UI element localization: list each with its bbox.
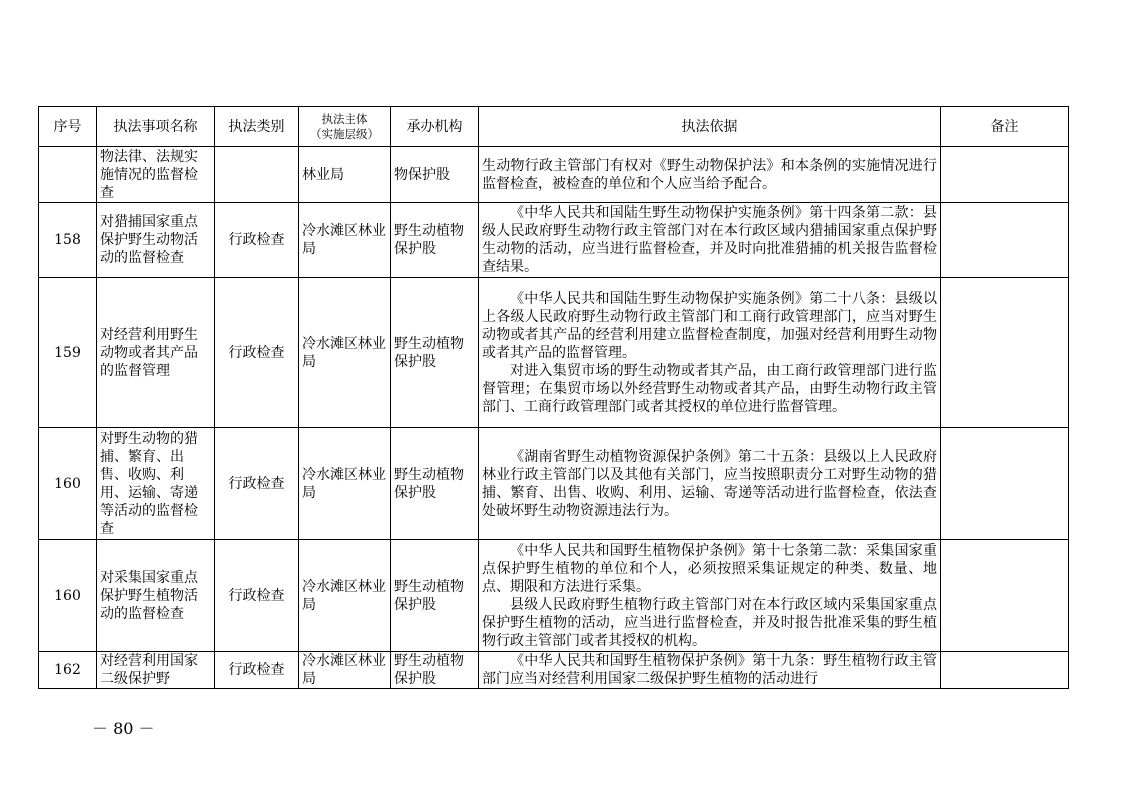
- cell-org: 野生动植物保护股: [391, 652, 479, 689]
- cell-subject: 冷水滩区林业局: [299, 428, 391, 540]
- cell-basis: [479, 147, 941, 203]
- cell-category: [215, 147, 299, 203]
- cell-subject: 冷水滩区林业局: [299, 278, 391, 428]
- cell-seq: 160: [39, 428, 97, 540]
- cell-category: 行政检查: [215, 428, 299, 540]
- cell-basis: [479, 652, 941, 689]
- table-row: [39, 652, 1069, 689]
- cell-seq: 160: [39, 540, 97, 652]
- header-category: 执法类别: [215, 107, 299, 147]
- cell-remark: [941, 652, 1069, 689]
- basis-paragraph: 《中华人民共和国陆生野生动物保护实施条例》第十四条第二款：县级人民政府野生动物行政主管部门对在本行政区域内猎捕国家重点保护野生动物的活动，应当进行监督检查，并及时向批准猎捕的机关报告监督检查结果。: [482, 205, 937, 275]
- cell-item: 对猎捕国家重点保护野生动物活动的监督检查: [97, 203, 215, 278]
- cell-org: 野生动植物保护股: [391, 203, 479, 278]
- cell-subject: 冷水滩区林业局: [299, 540, 391, 652]
- cell-subject: 冷水滩区林业局: [299, 203, 391, 278]
- cell-basis: [479, 428, 941, 540]
- cell-org: 野生动植物保护股: [391, 540, 479, 652]
- cell-org: 野生动植物保护股: [391, 278, 479, 428]
- basis-paragraph: 对进入集贸市场的野生动物或者其产品，由工商行政管理部门进行监督管理；在集贸市场以外经营野生动物或者其产品，由野生动物行政主管部门、工商行政管理部门或者其授权的单位进行监督管理。: [482, 362, 937, 415]
- cell-basis: [479, 278, 941, 428]
- cell-category: 行政检查: [215, 652, 299, 689]
- cell-remark: [941, 147, 1069, 203]
- header-basis: 执法依据: [479, 107, 941, 147]
- cell-basis: [479, 540, 941, 652]
- table-row: [39, 540, 1069, 652]
- cell-remark: [941, 428, 1069, 540]
- cell-subject: 冷水滩区林业局: [299, 652, 391, 689]
- basis-paragraph: 《中华人民共和国陆生野生动物保护实施条例》第二十八条：县级以上各级人民政府野生动物行政主管部门和工商行政管理部门，应当对野生动物或者其产品的经营利用建立监督检查制度，加强对经营利用野生动物或者其产品的监督管理。: [482, 290, 937, 361]
- table-row: [39, 203, 1069, 278]
- cell-item: 对采集国家重点保护野生植物活动的监督检查: [97, 540, 215, 652]
- cell-seq: [39, 147, 97, 203]
- table-row: [39, 278, 1069, 428]
- header-org: 承办机构: [391, 107, 479, 147]
- cell-item: 物法律、法规实施情况的监督检查: [97, 147, 215, 203]
- table-row: [39, 147, 1069, 203]
- cell-category: 行政检查: [215, 540, 299, 652]
- cell-category: 行政检查: [215, 203, 299, 278]
- header-seq: 序号: [39, 107, 97, 147]
- header-subject: [299, 107, 391, 147]
- table-header-row: [39, 107, 1069, 147]
- basis-paragraph: 《中华人民共和国野生植物保护条例》第十九条：野生植物行政主管部门应当对经营利用国家二级保护野生植物的活动进行: [482, 653, 937, 687]
- cell-category: 行政检查: [215, 278, 299, 428]
- cell-seq: 159: [39, 278, 97, 428]
- cell-seq: 158: [39, 203, 97, 278]
- basis-paragraph: 生动物行政主管部门有权对《野生动物保护法》和本条例的实施情况进行监督检查，被检查的单位和个人应当给予配合。: [482, 157, 937, 192]
- cell-remark: [941, 278, 1069, 428]
- cell-org: 物保护股: [391, 147, 479, 203]
- header-item: 执法事项名称: [97, 107, 215, 147]
- cell-item: 对野生动物的猎捕、繁育、出售、收购、利用、运输、寄递等活动的监督检查: [97, 428, 215, 540]
- cell-subject: 林业局: [299, 147, 391, 203]
- basis-paragraph: 县级人民政府野生植物行政主管部门对在本行政区域内采集国家重点保护野生植物的活动，应当进行监督检查，并及时报告批准采集的野生植物行政主管部门或者其授权的机构。: [482, 596, 937, 649]
- cell-item: 对经营利用野生动物或者其产品的监督管理: [97, 278, 215, 428]
- cell-remark: [941, 540, 1069, 652]
- cell-org: 野生动植物保护股: [391, 428, 479, 540]
- cell-basis: [479, 203, 941, 278]
- page-number: － 80 －: [92, 719, 155, 738]
- table-row: [39, 428, 1069, 540]
- header-subject-line2: （实施层级）: [310, 126, 379, 141]
- basis-paragraph: 《中华人民共和国野生植物保护条例》第十七条第二款：采集国家重点保护野生植物的单位和个人，必须按照采集证规定的种类、数量、地点、期限和方法进行采集。: [482, 542, 937, 595]
- cell-seq: 162: [39, 652, 97, 689]
- cell-remark: [941, 203, 1069, 278]
- header-remark: 备注: [941, 107, 1069, 147]
- basis-paragraph: 《湖南省野生动植物资源保护条例》第二十五条：县级以上人民政府林业行政主管部门以及其他有关部门，应当按照职责分工对野生动物的猎捕、繁育、出售、收购、利用、运输、寄递等活动进行监督检查，依法查处破坏野生动物资源违法行为。: [482, 448, 937, 519]
- enforcement-table: [38, 106, 1069, 689]
- cell-item: 对经营利用国家二级保护野: [97, 652, 215, 689]
- header-subject-line1: 执法主体: [321, 111, 368, 126]
